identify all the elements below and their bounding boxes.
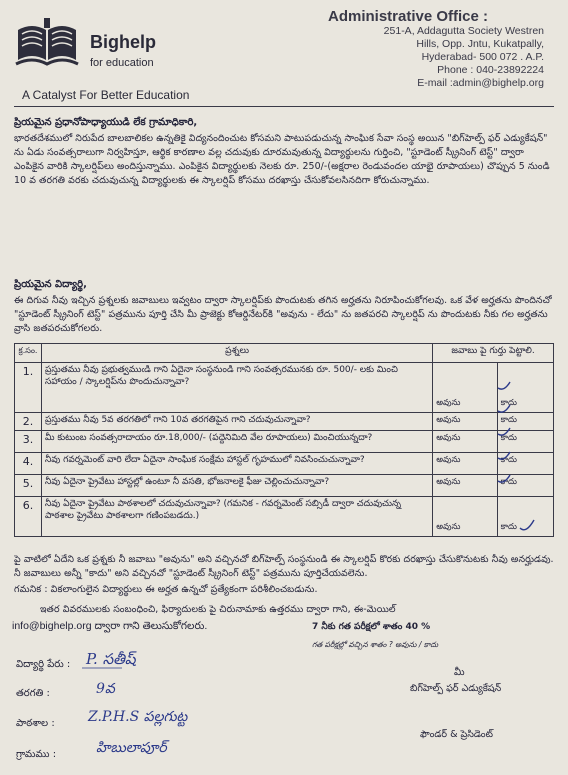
percentage-hint: గత పరీక్షల్లో వచ్చిన శాతం ? అవును / కాదు [312, 640, 439, 649]
office-line: Hills, Opp. Jntu, Kukatpally, [416, 38, 544, 50]
row-number: 4. [15, 453, 42, 475]
tick-icon [498, 405, 510, 412]
village-label: గ్రామము : [16, 749, 57, 760]
village-value[interactable]: హిబులాపూర్ [96, 740, 167, 756]
answer-yes[interactable]: అవును [433, 475, 497, 497]
answer-yes[interactable]: అవును [433, 497, 497, 537]
row-question: ప్రస్తుతము నీవు ప్రభుత్వముఁడి గాని ఏదైనా సంస్థనుండి గాని సంవత్సరమునకు రూ. 500/- లకు మించి సహాయం / స్కాలర్షిప్‌ను పొందుచున్నావా? [41, 363, 432, 413]
tick-icon [520, 520, 534, 530]
answer-yes[interactable]: అవును [433, 363, 497, 413]
row-question: నీవు గవర్నమెంట్ వారి లేదా ఏదైనా సాంఘిక సంక్షేమ హాస్టల్ గృహములో నివసించుచున్నావా? [41, 453, 432, 475]
row-number: 1. [15, 363, 42, 413]
header-serial: క్ర.సం. [15, 344, 42, 363]
office-phone: Phone : 040-23892224 [437, 64, 544, 76]
row-number: 5. [15, 475, 42, 497]
header-answer: జవాబు పై గుర్తు పెట్టాలి. [433, 344, 554, 363]
answer-no[interactable]: కాదు [497, 497, 553, 537]
office-line: 251-A, Addagutta Society Westren [383, 25, 544, 37]
row-number: 3. [15, 431, 42, 453]
tick-icon [498, 428, 510, 435]
class-label: తరగతి : [16, 688, 50, 699]
salutation-student: ప్రియమైన విద్యార్థి, [14, 279, 87, 290]
salutation: ప్రియమైన ప్రధానోపాధ్యాయుడి లేక గ్రామాధికారి, [14, 117, 198, 128]
signature-title: ఫౌండర్ & ప్రెసిడెంట్ [420, 729, 493, 740]
answer-yes[interactable]: అవును [433, 453, 497, 475]
contact-email: info@bighelp.org ద్వారా గాని తెలుసుకోగలరు. [12, 620, 208, 632]
answer-no[interactable]: కాదు [497, 413, 553, 431]
office-title: Administrative Office : [328, 8, 489, 25]
name-value[interactable]: P. సతీష్ [86, 650, 136, 668]
tick-icon [498, 452, 510, 459]
brand-name: Bighelp [90, 32, 156, 52]
answer-no[interactable]: కాదు [497, 431, 553, 453]
header-questions: ప్రశ్నలు [41, 344, 432, 363]
office-email: E-mail :admin@bighelp.org [417, 77, 544, 89]
eligibility-note: పై వాటిలో ఏదేని ఒక ప్రశ్నకు నీ జవాబు "అవును" అని వచ్చినచో బిగ్‌హెల్ప్ సంస్థనుండి ఈ స్కాలర్షిప్ కొరకు దరఖాస్తు చేసుకొనుటకు నీవు అనర్హుడవు. నీ జవాబులు అన్నీ "కాదు" అని వచ్చినచో "స్టూడెంట్ స్క్రీనింగ్ టెస్ట్" పత్రమును పూర్తిచేయవలెను. [14, 554, 554, 579]
row-question: ప్రస్తుతము నీవు 5వ తరగతిలో గాని 10వ తరగతిపైన గాని చదువుచున్నావా? [41, 413, 432, 431]
intro-paragraph: భారతదేశములో నిరుపేద బాలబాలికల ఉన్నతికై విద్యనందించుట కోసమని పాటుపడుచున్న సాంఘిక సేవా సంస్థ అయిన "బిగ్‌హెల్ప్ ఫర్ ఎడ్యుకేషన్" ను ఏడు సంవత్సరాలుగా నిర్వహిస్తూ, ఆర్థిక కారణాల వల్ల చదువుకు దూరమవుతున్న విద్యార్థులను గుర్తించి, "స్టూడెంట్ స్క్రీనింగ్ టెస్ట్" ద్వారా ఎంపికైన వారికి స్కాలర్షిప్‌లు అందిస్తున్నాము. ఎంపికైన విద్యార్థులకు నెలకు రూ. 250/-(అక్షరాల రెండువందల యాభై రూపాయలు) చొప్పున 5 నుండి 10 వ తరగతి వరకు చదువుచున్న విద్యార్థులకు ఈ స్కాలర్షిప్ కోసము దరఖాస్తు చేసుకోవలసినదిగా కోరుచున్నాము. [14, 133, 550, 186]
answer-no[interactable]: కాదు [497, 475, 553, 497]
contact-paragraph: ఇతర వివరములకు సంబంధించి, ఫిర్యాదులకు పై చిరునామాకు ఉత్తరము ద్వారా గాని, ఈ-మెయిల్ [40, 604, 396, 615]
signature-from: మీ [454, 667, 465, 678]
row-question: నీవు ఏదైనా ప్రైవేటు పాఠశాలలో చదువుచున్నావా? (గమనిక - గవర్నమెంట్ సబ్సిడీ ద్వారా చదువుచున్న పాఠశాల ప్రైవేటు పాఠశాలగా గణింపబడదు.) [41, 497, 432, 537]
brand-subtitle: for education [90, 57, 154, 69]
office-line: Hyderabad- 500 072 . A.P. [421, 51, 544, 63]
name-label: విద్యార్థి పేరు : [16, 659, 71, 670]
answer-yes[interactable]: అవును [433, 413, 497, 431]
answer-no[interactable]: కాదు [497, 453, 553, 475]
class-value[interactable]: 9వ [96, 681, 115, 697]
row-number: 6. [15, 497, 42, 537]
tick-icon [498, 475, 510, 482]
special-note: గమనిక : వికలాంగులైన విద్యార్థులు ఈ అర్హత ఉన్నచో ప్రత్యేకంగా పరిశీలించబడును. [14, 584, 318, 595]
instructions-paragraph: ఈ దిగువ నీవు ఇచ్చిన ప్రశ్నలకు జవాబులు ఇవ్వటం ద్వారా స్కాలర్షిప్‌కు పొందుటకు తగిన అర్హతను నిరూపించుకోగలవు. ఒక వేళ అర్హతను పొందినచో "స్టూడెంట్ స్క్రీనింగ్ టెస్ట్" పత్రమును పూర్తి చేసి మీ ప్రాజెక్టు కోఆర్డినేటర్‌కి "అవును - లేదు" ను జతపరచి స్కాలర్షిప్ ను పొందుటకు నీకు గల అర్హతను వ్రాసి జతపరచుకోగలరు. [14, 295, 552, 334]
row-number: 2. [15, 413, 42, 431]
row-question: నీవు ఏదైనా ప్రైవేటు హాస్టల్లో ఉంటూ నీ వసతి, భోజనాలకై ఫీజు చెల్లించుచున్నావా? [41, 475, 432, 497]
tick-icon [498, 382, 510, 389]
tagline: A Catalyst For Better Education [22, 88, 190, 102]
school-value[interactable]: Z.P.H.S పల్లగుట్ట [88, 709, 188, 725]
row-question: మీ కుటుంబ సంవత్సరాదాయం రూ.18,000/- (పద్దెనిమిది వేల రూపాయలు) మించియున్నదా? [41, 431, 432, 453]
percentage-line: 7 నీకు గత పరీక్షలో శాతం 40 % [312, 622, 431, 632]
answer-no[interactable]: కాదు [497, 363, 553, 413]
school-label: పాఠశాల : [16, 718, 55, 729]
answer-yes[interactable]: అవును [433, 431, 497, 453]
signature-org: బిగ్‌హెల్ప్ ఫర్ ఎడ్యుకేషన్ [410, 683, 502, 694]
